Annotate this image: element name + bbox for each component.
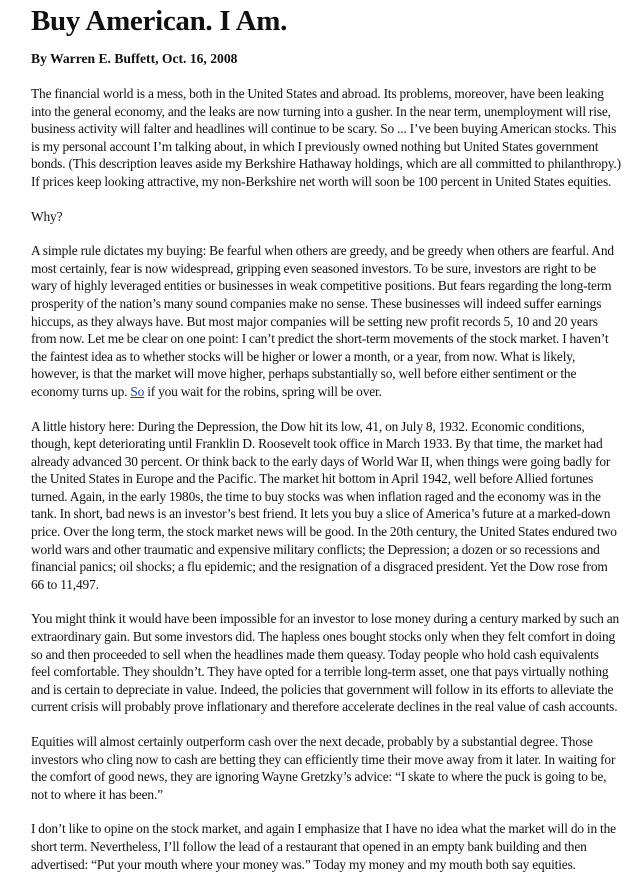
paragraph-why: Why? bbox=[31, 208, 63, 224]
paragraph-simple-rule-tail: if you wait for the robins, spring will be over. bbox=[144, 383, 382, 399]
paragraph-simple-rule bbox=[31, 242, 621, 400]
article-title: Buy American. I Am. bbox=[31, 5, 288, 37]
paragraph-intro: The financial world is a mess, both in the United States and abroad. Its problems, moreover, have been leaking into the general economy, and the leaks are now turning into a gusher. In the near term, unemployment will rise, business activity will falter and headlines will continue to be scary. So ... I’ve been buying American stocks. This is my personal account I’m talking about, in which I previously owned nothing but United States government bonds. (This description leaves aside my Berkshire Hathaway holdings, which are all committed to philanthropy.) If prices keep looking attractive, my non-Berkshire net worth will soon be 100 percent in United States equities. bbox=[31, 86, 621, 189]
paragraph-simple-rule-text: A simple rule dictates my buying: Be fearful when others are greedy, and be greedy when others are fearful. And most certainly, fear is now widespread, gripping even seasoned investors. To be sure, investors are right to be wary of highly leveraged entities or businesses in weak competitive positions. But fears regarding the long-term prosperity of the nation’s many sound companies make no sense. These businesses will indeed suffer earnings hiccups, as they always have. But most major companies will be setting new profit records 5, 10 and 20 years from now. Let me be clear on one point: I can’t predict the short-term movements of the stock market. I haven’t the faintest idea as to whether stocks will be higher or lower a month, or a year, from now. What is likely, however, is that the market will move higher, perhaps substantially so, well before either sentiment or the economy turns up. bbox=[31, 243, 614, 399]
paragraph-conclusion: I don’t like to opine on the stock market, and again I emphasize that I have no idea what the market will do in the short term. Nevertheless, I’ll follow the lead of a restaurant that opened in an empty bank building and then advertised: “Put your mouth where your money was.” Today my money and my mouth both say equities. bbox=[31, 821, 616, 872]
so-link[interactable]: So bbox=[130, 383, 145, 399]
paragraph-equities: Equities will almost certainly outperform cash over the next decade, probably by a substantial degree. Those investors who cling now to cash are betting they can efficiently time their move away from it later. In waiting for the comfort of good news, they are ignoring Wayne Gretzky’s advice: “I skate to where the puck is going to be, not to where it has been.” bbox=[31, 734, 616, 802]
byline: By Warren E. Buffett, Oct. 16, 2008 bbox=[31, 51, 238, 66]
paragraph-lose-money: You might think it would have been impossible for an investor to lose money during a century marked by such an extraordinary gain. But some investors did. The hapless ones bought stocks only when they felt comfort in doing so and then proceeded to sell when the headlines made them queasy. Today people who hold cash equivalents feel comfortable. They shouldn’t. They have opted for a terrible long-term asset, one that pays virtually nothing and is certain to depreciate in value. Indeed, the policies that government will follow in its efforts to alleviate the current crisis will probably prove inflationary and therefore accelerate declines in the real value of cash accounts. bbox=[31, 611, 620, 715]
paragraph-history: A little history here: During the Depression, the Dow hit its low, 41, on July 8, 1932. Economic conditions, though, kept deteriorating until Franklin D. Roosevelt took office in March 1933. By that time, the market had already advanced 30 percent. Or think back to the early days of World War II, when things were going badly for the United States in Europe and the Pacific. The market hit bottom in April 1942, well before Allied fortunes turned. Again, in the early 1980s, the time to buy stocks was when inflation raged and the economy was in the tank. In short, bad news is an investor’s best friend. It lets you buy a slice of America’s future at a marked-down price. Over the long term, the stock market news will be good. In the 20th century, the United States endured two world wars and other traumatic and expensive military conflicts; the Depression; a dozen or so recessions and financial panics; oil shocks; a flu epidemic; and the resignation of a disgraced president. Yet the Dow rose from 66 to 11,497. bbox=[31, 418, 617, 592]
